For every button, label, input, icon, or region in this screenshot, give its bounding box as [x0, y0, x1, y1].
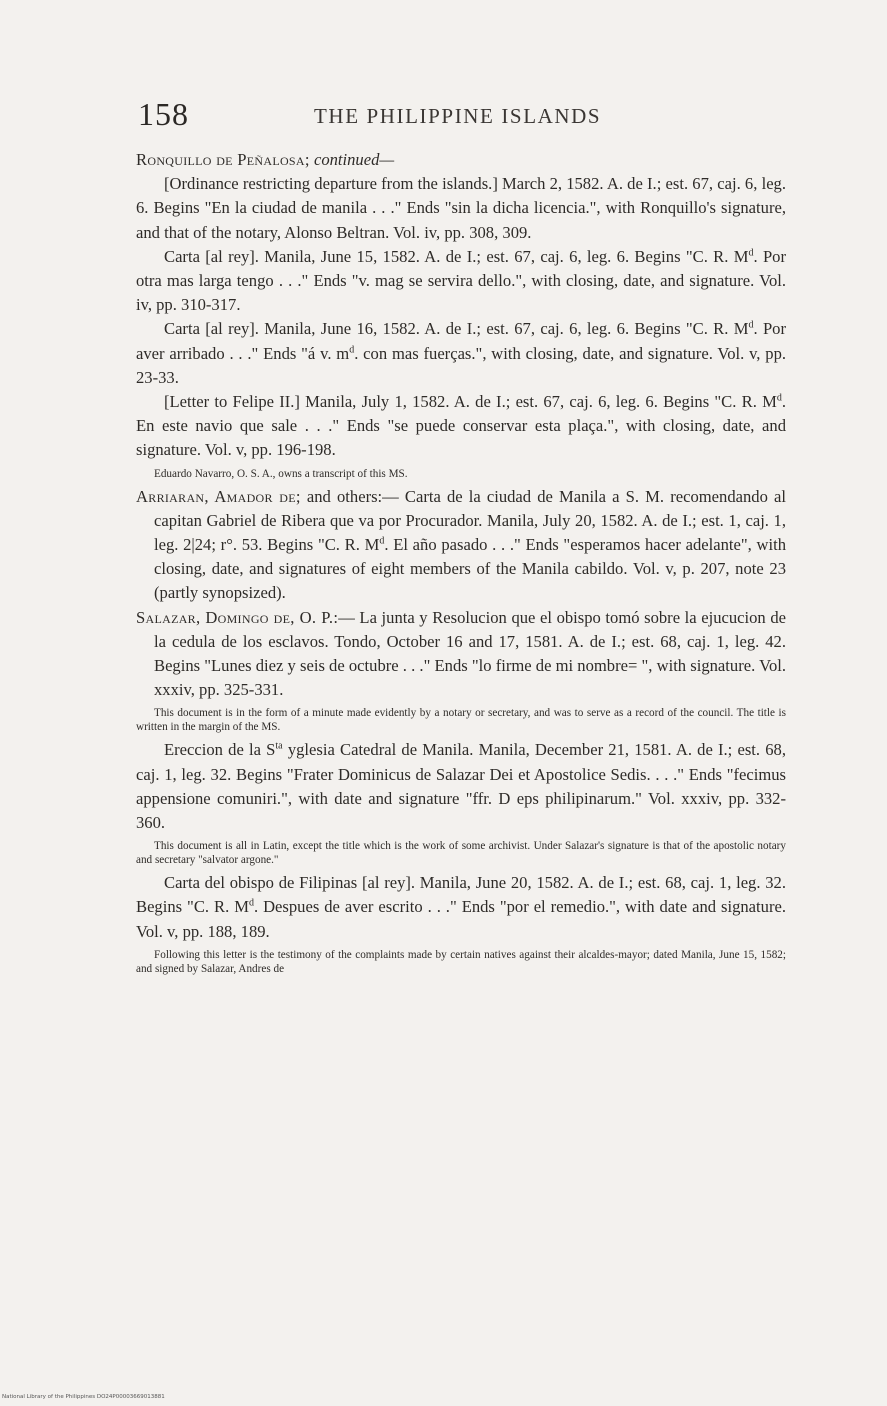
author-ronquillo: Ronquillo de Peñalosa; [136, 150, 310, 169]
author-salazar: Salazar, Domingo de, O. P.: [136, 607, 339, 627]
paragraph-ordinance: [Ordinance restricting departure from the islands.] March 2, 1582. A. de I.; est. 67, caj. 6, leg. 6. Begins "En la ciudad de manila . . ." Ends "sin la dicha licencia.", with Ronquillo's signature, and that of the notary, Alonso Beltran. Vol. iv, pp. 308, 309. [136, 174, 786, 242]
paragraph-carta-obispo: Carta del obispo de Filipinas [al rey]. Manila, June 20, 1582. A. de I.; est. 68, caj. 1, leg. 32. Begins "C. R. $M^d$. Despues de aver escrito . . ." Ends "por el remedio.", with date and signature. Vol. v, pp. 188, 189. [136, 873, 786, 941]
author-arriaran: Arriaran, Amador de; [136, 486, 301, 506]
paragraph-carta-june-15: Carta [al rey]. Manila, June 15, 1582. A. de I.; est. 67, caj. 6, leg. 6. Begins "C. R. $M^d$. Por otra mas larga tengo . . ." Ends "v. mag se servira dello.", with closing, date, and signature. Vol. iv, pp. 310-317. [136, 246, 786, 315]
paragraph-carta-june-16: Carta [al rey]. Manila, June 16, 1582. A. de I.; est. 67, caj. 6, leg. 6. Begins "C. R. $M^d$. Por aver arribado . . ." Ends "á v. $m^d$. con mas fuerças.", with closing, date, and signature. Vol. v, pp. 23-33. [136, 319, 787, 387]
page-header [118, 96, 638, 136]
page-body [136, 148, 786, 980]
note-minute: This document is in the form of a minute made evidently by a notary or secretary, and was to serve as a record of the council. The title is written in the margin of the MS. [136, 707, 786, 734]
entry-arriaran: Arriaran, Amador de; and others:— Carta de la ciudad de Manila a S. M. recomendando al capitan Gabriel de Ribera que va por Procurador. Manila, July 20, 1582. A. de I.; est. 1, caj. 1, leg. 2|24; r°. 53. Begins "C. R. $M^d$. El año pasado . . ." Ends "esperamos hacer adelante", with closing, date, and signatures of eight members of the Manila cabildo. Vol. v, p. 207, note 23 (partly synopsized). [136, 486, 786, 603]
page-number: 158 [138, 96, 189, 132]
paragraph-letter-felipe: [Letter to Felipe II.] Manila, July 1, 1582. A. de I.; est. 67, caj. 6, leg. 6. Begins "C. R. $M^d$. En este navio que sale . . ." Ends "se puede conservar esta plaça.", with closing, date, and signature. Vol. v, pp. 196-198. [136, 392, 786, 460]
note-latin: This document is all in Latin, except the title which is the work of some archivist. Under Salazar's signature is that of the apostolic notary and secretary "salvator argone." [136, 840, 786, 867]
running-title: THE PHILIPPINE ISLANDS [314, 104, 602, 128]
entry-salazar: Salazar, Domingo de, O. P.:— La junta y Resolucion que el obispo tomó sobre la ejucucion de la cedula de los esclavos. Tondo, October 16 and 17, 1581. A. de I.; est. 68, caj. 1, leg. 42. Begins "Lunes diez y seis de octubre . . ." Ends "lo firme de mi nombre= ", with signature. Vol. xxxiv, pp. 325-331. [136, 607, 786, 700]
note-testimony: Following this letter is the testimony of the complaints made by certain natives against their alcaldes-mayor; dated Manila, June 15, 1582; and signed by Salazar, Andres de [136, 948, 786, 975]
library-stamp: National Library of the Philippines DO24P00003669013881 [2, 1394, 165, 1400]
continued-label: continued— [313, 150, 395, 169]
entry-heading-ronquillo [136, 148, 786, 172]
note-navarro: Eduardo Navarro, O. S. A., owns a transcript of this MS. [154, 467, 408, 480]
paragraph-ereccion: Ereccion de la $S^{ta}$ yglesia Catedral de Manila. Manila, December 21, 1581. A. de I.; est. 68, caj. 1, leg. 32. Begins "Frater Dominicus de Salazar Dei et Apostolice Sedis. . . ." Ends "fecimus appensione comuniri.", with date and signature "ffr. D eps philipinarum." Vol. xxxiv, pp. 332-360. [136, 740, 786, 833]
